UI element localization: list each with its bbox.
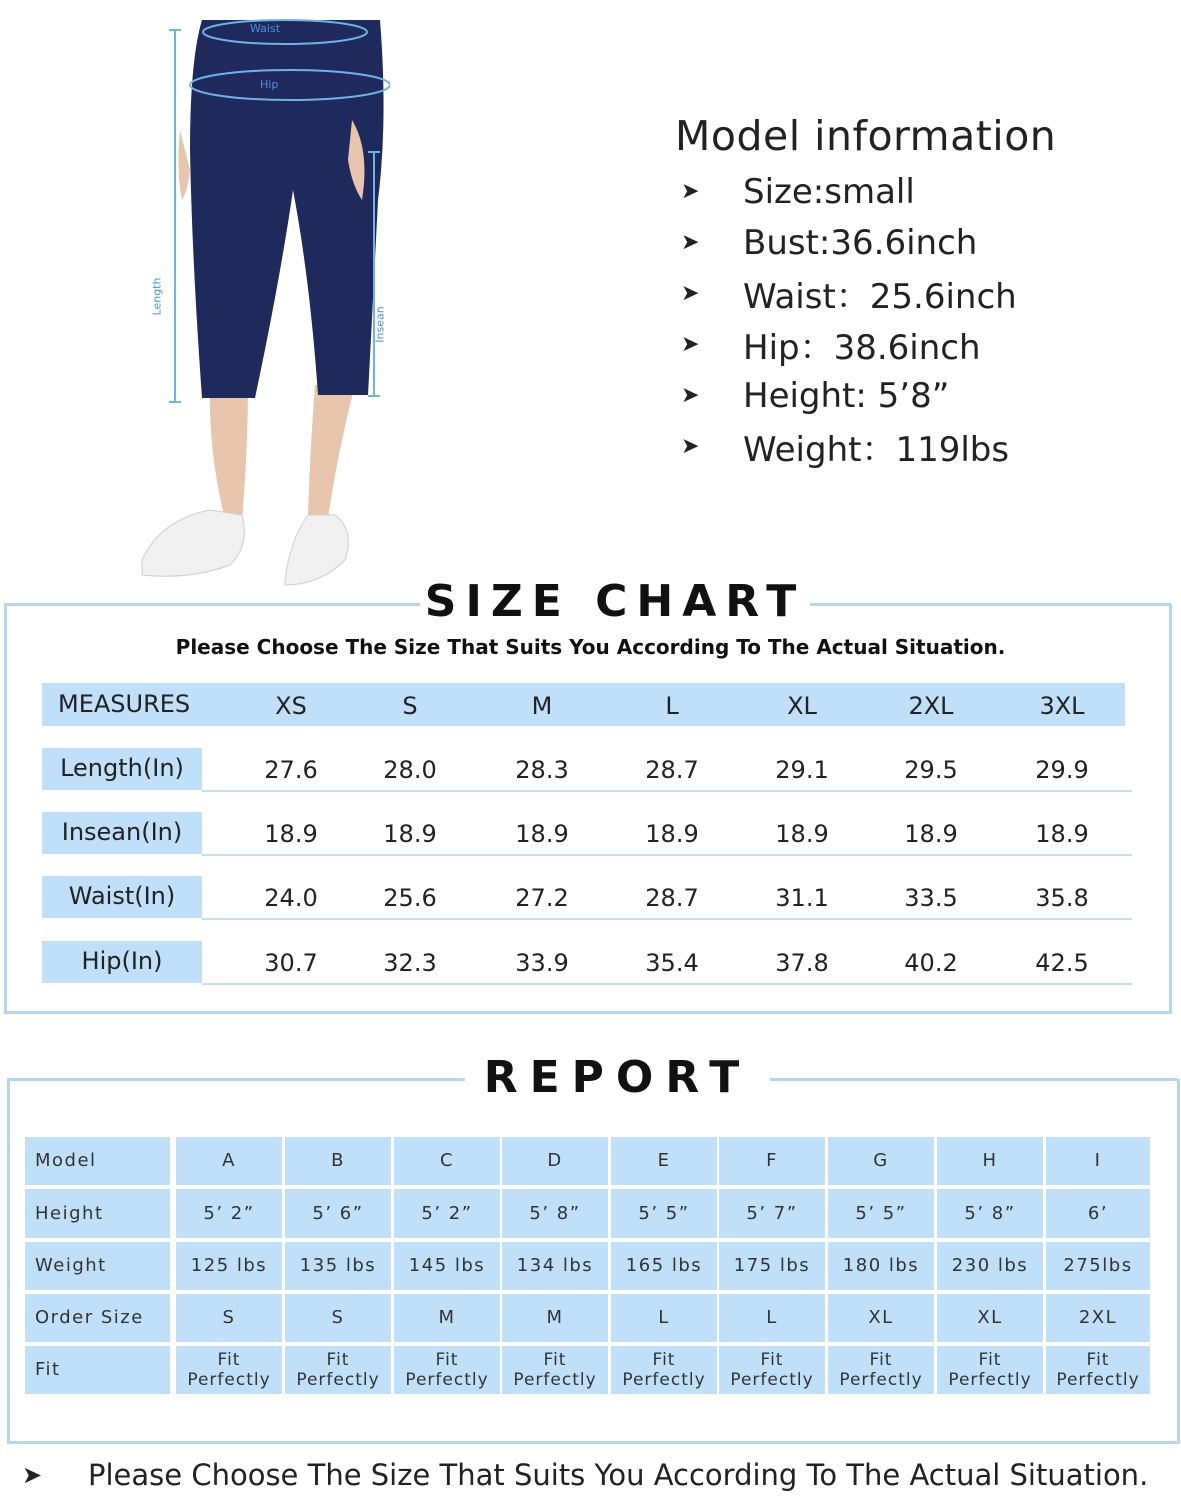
report-cell: 5’ 5” [611,1189,717,1238]
report-cell: 5’ 2” [394,1189,500,1238]
report-cell: 5’ 6” [285,1189,391,1238]
hip-measure-label: Hip [260,78,279,91]
size-chart-row-divider [202,854,1132,856]
report-cell: 145 lbs [394,1242,500,1290]
size-chart-header-size: S [402,692,418,720]
arrow-icon: ➤ [681,332,700,357]
report-title: REPORT [483,1052,752,1103]
size-chart-cell: 33.9 [515,949,569,977]
size-chart-cell: 18.9 [1035,820,1089,848]
report-cell: I [1046,1137,1150,1185]
model-info-item [675,370,1155,421]
size-chart-cell: 28.7 [645,884,699,912]
length-measure-label: Length [150,277,164,316]
report-cell: G [828,1137,934,1185]
model-figure [130,0,390,590]
report-row-label: Weight [25,1242,170,1290]
footer-note [22,1458,1148,1492]
size-chart-row-divider [202,790,1132,792]
model-waist: Waist：25.6inch [743,277,1017,317]
report-cell: 125 lbs [176,1242,282,1290]
size-chart-frame-rule [4,603,420,606]
report-cell: D [502,1137,608,1185]
size-chart-cell: 27.6 [264,756,318,784]
report-cell: H [937,1137,1043,1185]
size-chart-cell: 29.1 [775,756,829,784]
size-chart-cell: 27.2 [515,884,569,912]
size-chart-row-label: Waist(In) [42,876,202,918]
report-cell: S [176,1294,282,1342]
report-cell: Fit Perfectly [176,1346,282,1394]
size-chart-cell: 29.5 [904,756,958,784]
report-cell: C [394,1137,500,1185]
insean-measure-label: Insean [373,306,387,343]
arrow-icon: ➤ [22,1461,43,1489]
size-chart-header-size: 2XL [908,692,954,720]
size-chart-header-size: XS [275,692,307,720]
waist-measure-label: Waist [250,22,281,35]
report-cell: E [611,1137,717,1185]
report-cell: 5’ 7” [719,1189,825,1238]
size-chart-cell: 18.9 [645,820,699,848]
report-cell: Fit Perfectly [1046,1346,1150,1394]
size-chart-cell: 18.9 [264,820,318,848]
report-cell: 175 lbs [719,1242,825,1290]
report-cell: Fit Perfectly [719,1346,825,1394]
report-cell: M [502,1294,608,1342]
size-chart-cell: 35.8 [1035,884,1089,912]
size-chart-cell: 24.0 [264,884,318,912]
report-row-label: Model [25,1137,170,1185]
model-hip: Hip：38.6inch [743,328,981,368]
report-cell: Fit Perfectly [285,1346,391,1394]
model-info-item [675,166,1155,217]
report-cell: 6’ [1046,1189,1150,1238]
size-chart-cell: 42.5 [1035,949,1089,977]
footer-text: Please Choose The Size That Suits You According To The Actual Situation. [88,1458,1149,1492]
size-chart-cell: 29.9 [1035,756,1089,784]
arrow-icon: ➤ [681,230,700,255]
size-chart-cell: 30.7 [264,949,318,977]
report-cell: 5’ 5” [828,1189,934,1238]
size-chart-cell: 25.6 [383,884,437,912]
report-frame-rule [7,1078,465,1081]
report-cell: 134 lbs [502,1242,608,1290]
report-frame-rule [770,1078,1177,1081]
report-cell: L [611,1294,717,1342]
report-cell: 5’ 2” [176,1189,282,1238]
size-chart-cell: 40.2 [904,949,958,977]
arrow-icon: ➤ [681,179,700,204]
size-chart-cell: 18.9 [515,820,569,848]
report-cell: 135 lbs [285,1242,391,1290]
size-chart-cell: 18.9 [904,820,958,848]
size-chart-row-label: Length(In) [42,748,202,790]
size-chart-header-size: L [665,692,679,720]
report-cell: Fit Perfectly [937,1346,1043,1394]
model-size: Size:small [743,171,915,212]
report-cell: B [285,1137,391,1185]
size-chart-header-measures: MEASURES [58,690,191,718]
size-chart-frame-rule [810,603,1171,606]
size-chart-header-size: XL [787,692,817,720]
model-info-title: Model information [675,112,1057,160]
report-cell: 5’ 8” [502,1189,608,1238]
report-row-label: Fit [25,1346,170,1394]
model-height: Height: 5’8” [743,375,950,416]
arrow-icon: ➤ [681,383,700,408]
size-chart-subtitle: Please Choose The Size That Suits You According To The Actual Situation. [175,635,1006,659]
report-cell: 275lbs [1046,1242,1150,1290]
model-info-item [675,217,1155,268]
model-weight: Weight：119lbs [743,430,1010,470]
size-chart-cell: 18.9 [775,820,829,848]
report-cell: Fit Perfectly [502,1346,608,1394]
report-cell: S [285,1294,391,1342]
report-cell: Fit Perfectly [394,1346,500,1394]
report-cell: Fit Perfectly [828,1346,934,1394]
size-chart-cell: 28.7 [645,756,699,784]
report-cell: F [719,1137,825,1185]
report-cell: 230 lbs [937,1242,1043,1290]
size-chart-title: SIZE CHART [424,576,806,627]
arrow-icon: ➤ [681,434,700,459]
size-chart-cell: 35.4 [645,949,699,977]
size-chart-cell: 33.5 [904,884,958,912]
report-cell: 165 lbs [611,1242,717,1290]
model-info-item [675,268,1155,319]
report-cell: XL [937,1294,1043,1342]
report-cell: L [719,1294,825,1342]
report-cell: Fit Perfectly [611,1346,717,1394]
report-cell: XL [828,1294,934,1342]
size-chart-row-divider [202,918,1132,920]
model-information [675,112,1155,472]
arrow-icon: ➤ [681,281,700,306]
size-chart-row-label: Hip(In) [42,941,202,983]
report-cell: 180 lbs [828,1242,934,1290]
model-bust: Bust:36.6inch [743,222,978,263]
report-row-label: Height [25,1189,170,1238]
report-cell: M [394,1294,500,1342]
size-chart-row-label: Insean(In) [42,812,202,854]
size-chart-row-divider [202,983,1132,985]
report-row-label: Order Size [25,1294,170,1342]
size-chart-header-size: 3XL [1039,692,1085,720]
size-chart-cell: 31.1 [775,884,829,912]
size-chart-cell: 28.3 [515,756,569,784]
report-cell: A [176,1137,282,1185]
size-chart-cell: 32.3 [383,949,437,977]
model-info-item [675,319,1155,370]
report-cell: 2XL [1046,1294,1150,1342]
report-cell: 5’ 8” [937,1189,1043,1238]
size-chart-header-size: M [531,692,553,720]
size-chart-cell: 18.9 [383,820,437,848]
model-info-item [675,421,1155,472]
size-chart-cell: 28.0 [383,756,437,784]
size-chart-cell: 37.8 [775,949,829,977]
